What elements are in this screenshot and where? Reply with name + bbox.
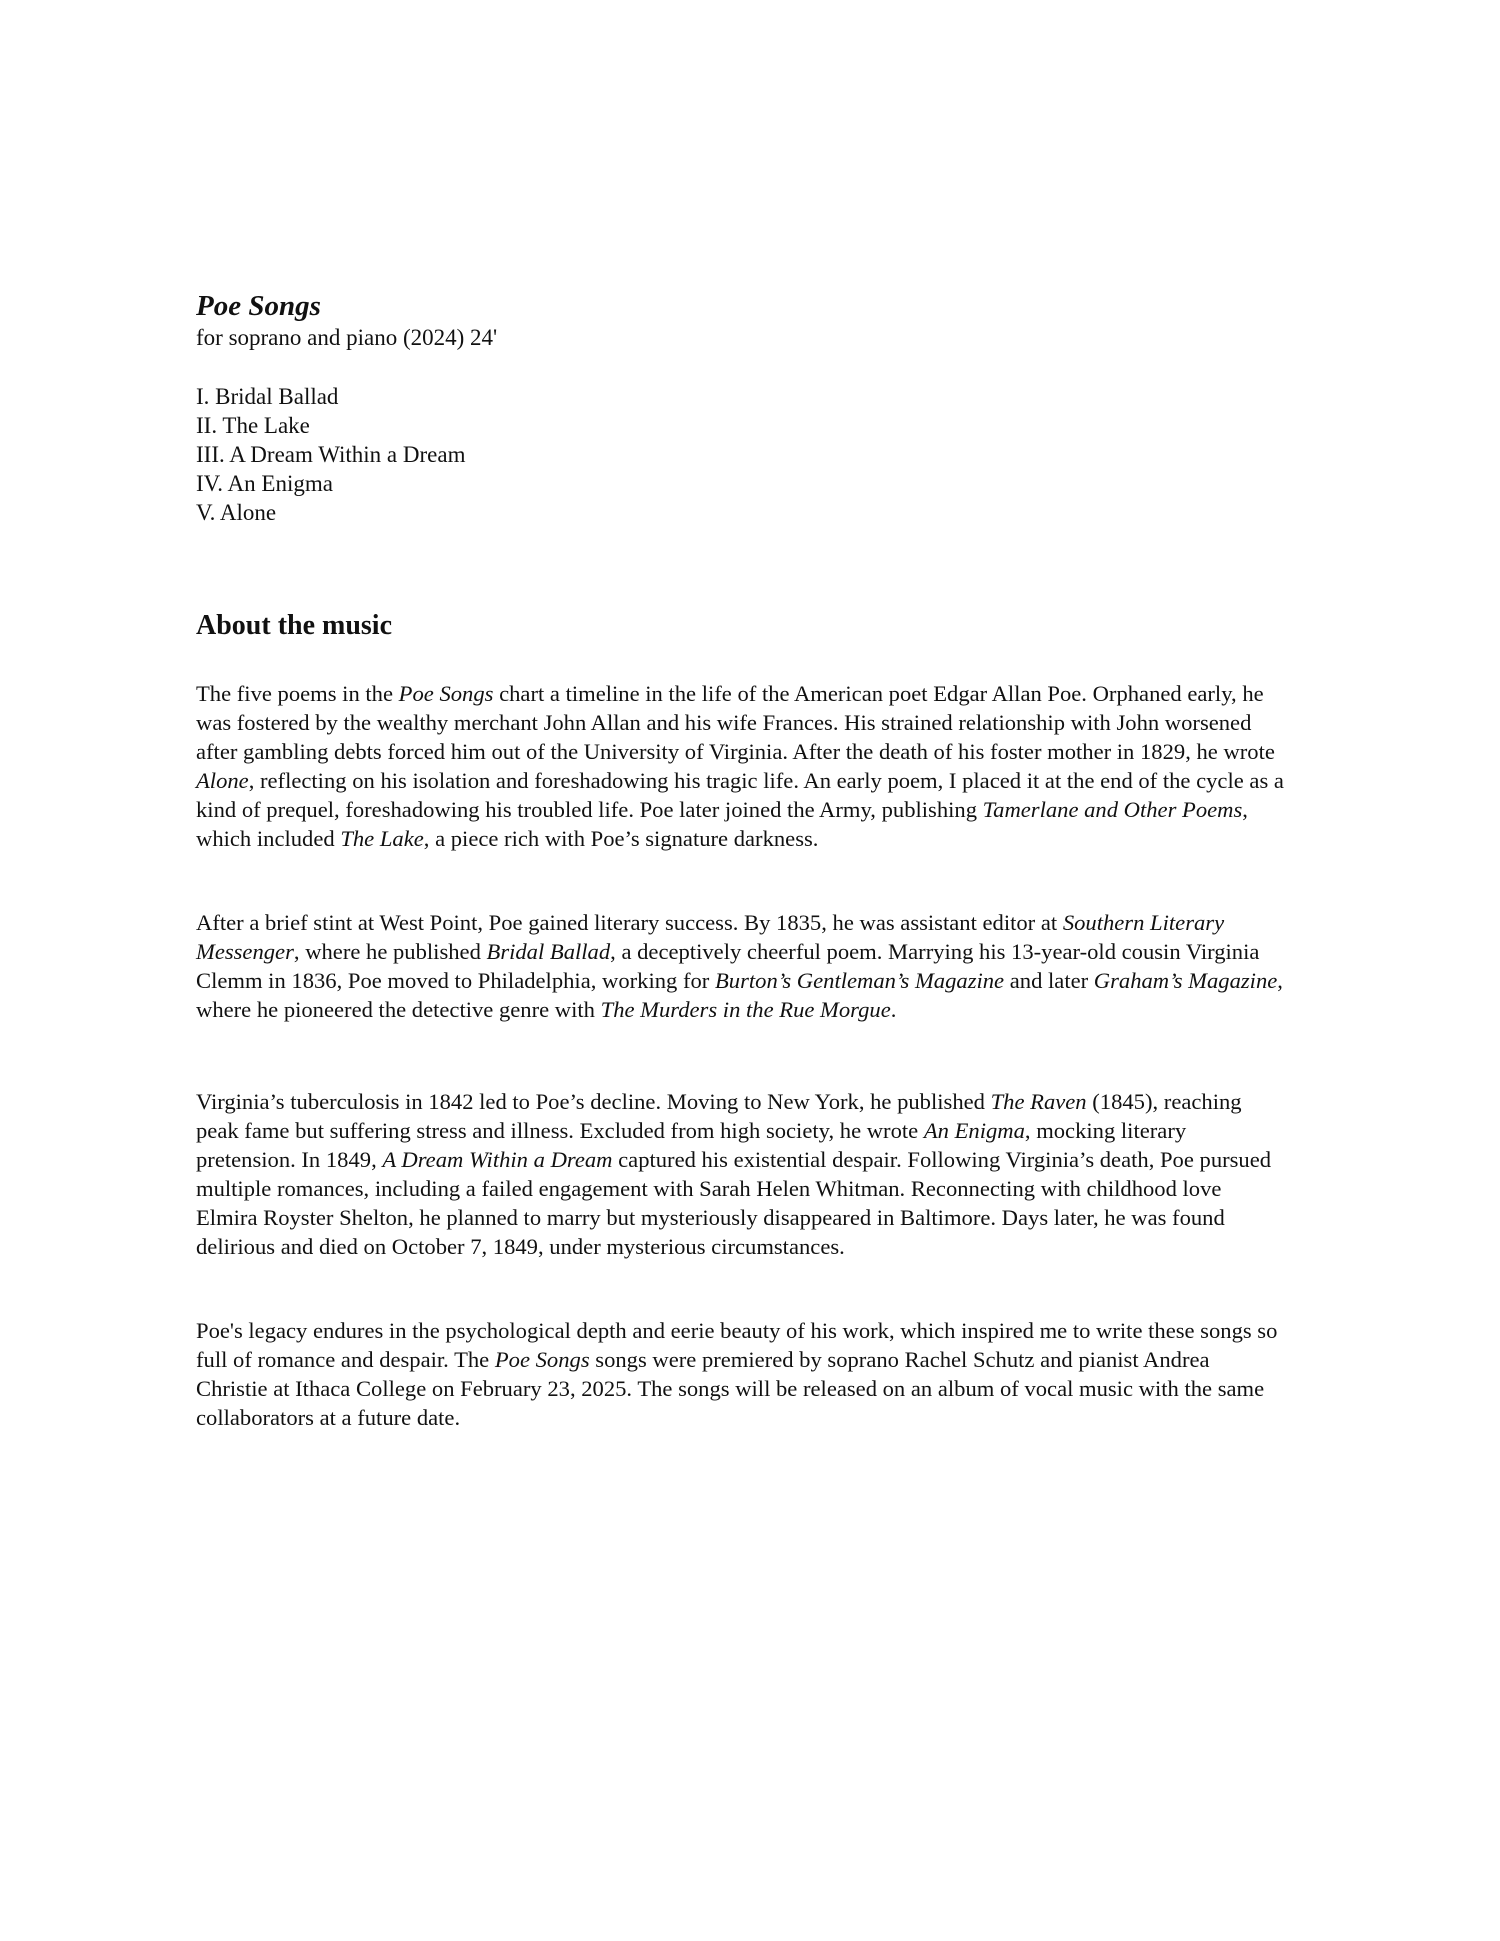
text: , a deceptively cheerful poem. Marrying his 13-year-old cousin Virginia Clemm in 1836, Poe moved to Philadelphia, working for	[196, 939, 1260, 993]
italic-title: Graham’s Magazine	[1093, 968, 1278, 993]
italic-title: Poe Songs	[398, 681, 494, 706]
italic-title: The Murders in the Rue Morgue	[600, 997, 891, 1022]
text: captured his existential despair. Following Virginia’s death, Poe pursued multiple romances, including a failed engagement with Sarah Helen Whitman. Reconnecting with childhood love Elmira Royster Shelton, he planned to marry but mysteriously disappeared in Baltimore. Days later, he was found delirious and died on October 7, 1849, under mysterious circumstances.	[196, 1147, 1272, 1259]
movement-list	[196, 382, 465, 527]
text: songs were premiered by soprano Rachel Schutz and pianist Andrea Christie at Ithaca College on February 23, 2025. The songs will be released on an album of vocal music with the same collaborators at a future date.	[196, 1347, 1265, 1430]
text: Virginia’s tuberculosis in 1842 led to Poe’s decline. Moving to New York, he published	[196, 1089, 991, 1114]
text: After a brief stint at West Point, Poe gained literary success. By 1835, he was assistant editor at	[196, 910, 1063, 935]
text: chart a timeline in the life of the American poet Edgar Allan Poe. Orphaned early, he was fostered by the wealthy merchant John Allan and his wife Frances. His strained relationship with John worsened after gambling debts forced him out of the University of Virginia. After the death of his foster mother in 1829, he wrote	[196, 681, 1275, 764]
text: , reflecting on his isolation and foreshadowing his tragic life. An early poem, I placed it at the end of the cycle as a kind of prequel, foreshadowing his troubled life. Poe later joined the Army, publishing	[196, 768, 1284, 822]
text: and later	[1004, 968, 1094, 993]
italic-title: Bridal Ballad	[486, 939, 611, 964]
italic-title: Tamerlane and Other Poems	[982, 797, 1243, 822]
italic-title: Alone	[196, 768, 249, 793]
movement-item: IV. An Enigma	[196, 471, 333, 496]
italic-title: A Dream Within a Dream	[382, 1147, 613, 1172]
work-title: Poe Songs	[196, 290, 321, 322]
paragraph-4	[196, 1316, 1286, 1432]
italic-title: The Lake	[340, 826, 424, 851]
paragraph-1	[196, 679, 1286, 853]
text: (1845), reaching peak fame but suffering stress and illness. Excluded from high society, he wrote	[196, 1089, 1242, 1143]
movement-item: III. A Dream Within a Dream	[196, 442, 466, 467]
movement-item: V. Alone	[196, 500, 277, 525]
text: , where he pioneered the detective genre with	[196, 968, 1283, 1022]
section-heading: About the music	[196, 610, 393, 641]
italic-title: Poe Songs	[494, 1347, 590, 1372]
paragraph-3	[196, 1087, 1286, 1261]
text: , which included	[196, 797, 1248, 851]
text: , mocking literary pretension. In 1849,	[196, 1118, 1187, 1172]
text: .	[890, 997, 897, 1022]
italic-title: Southern Literary Messenger	[196, 910, 1225, 964]
italic-title: Burton’s Gentleman’s Magazine	[714, 968, 1005, 993]
text: The five poems in the	[196, 681, 399, 706]
work-subtitle: for soprano and piano (2024) 24'	[196, 325, 498, 350]
movement-item: II. The Lake	[196, 413, 310, 438]
italic-title: The Raven	[990, 1089, 1087, 1114]
paragraph-2	[196, 908, 1286, 1024]
text: Poe's legacy endures in the psychological depth and eerie beauty of his work, which inspired me to write these songs so full of romance and despair. The	[196, 1318, 1278, 1372]
text: , a piece rich with Poe’s signature darkness.	[423, 826, 819, 851]
text: , where he published	[293, 939, 487, 964]
italic-title: An Enigma	[923, 1118, 1025, 1143]
movement-item: I. Bridal Ballad	[196, 384, 339, 409]
